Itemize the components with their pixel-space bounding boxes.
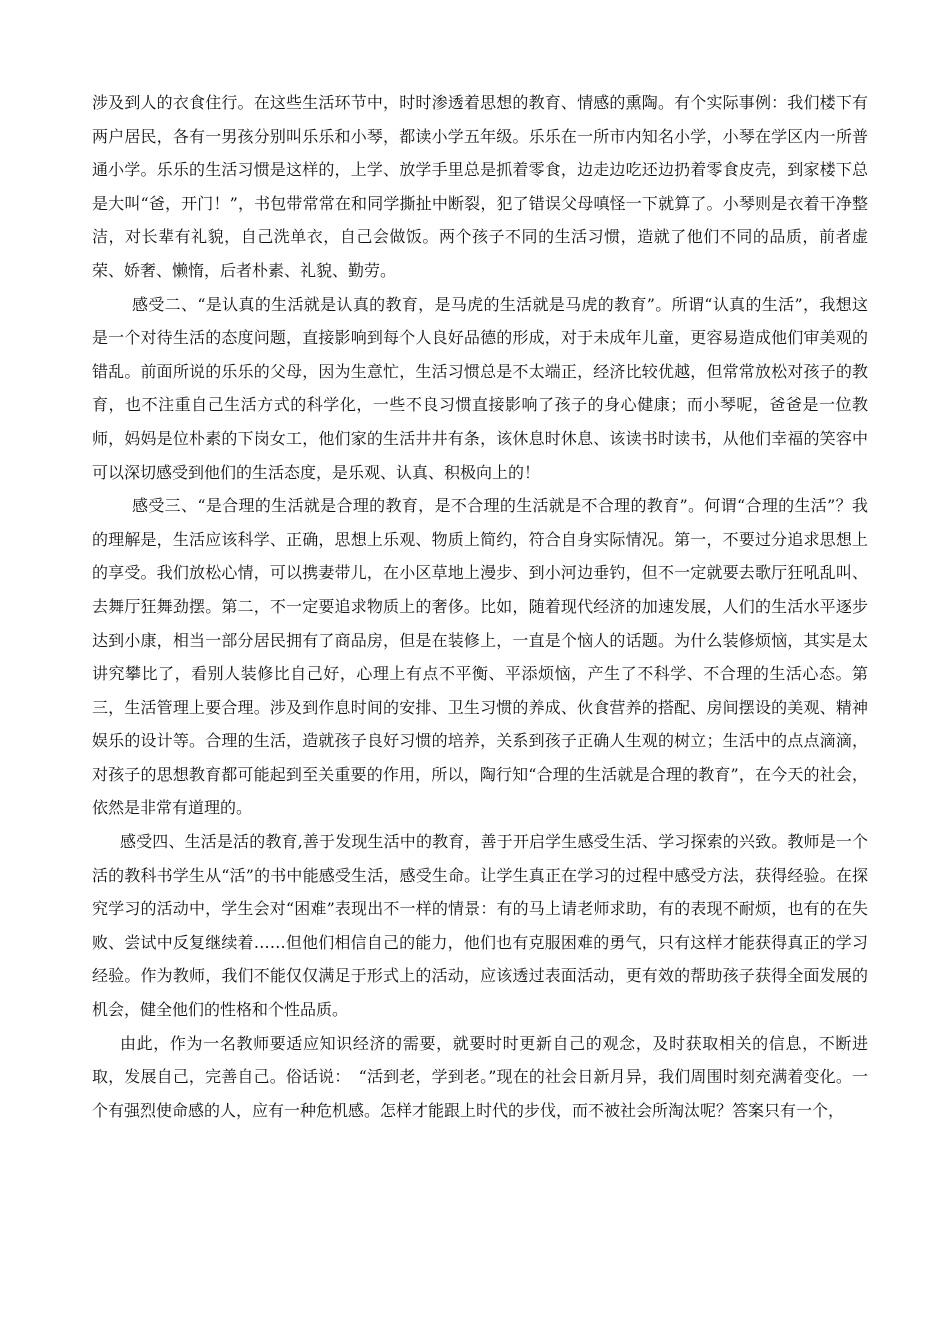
- paragraph-4: 感受四、生活是活的教育,善于发现生活中的教育，善于开启学生感受生活、学习探索的兴致。教师是一个活的教科书学生从“活”的书中能感受生活，感受生命。让学生真正在学习的过程中感受方法，获得经验。在探究学习的活动中，学生会对“困难”表现出不一样的情景：有的马上请老师求助，有的表现不耐烦，也有的在失败、尝试中反复继续着……但他们相信自己的能力，他们也有克服困难的勇气，只有这样才能获得真正的学习经验。作为教师，我们不能仅仅满足于形式上的活动，应该透过表面活动，更有效的帮助孩子获得全面发展的机会，健全他们的性格和个性品质。: [92, 832, 868, 1020]
- paragraph-5: 由此，作为一名教师要适应知识经济的需要，就要时时更新自己的观念，及时获取相关的信息，不断进取，发展自己，完善自己。俗话说： “活到老，学到老。”现在的社会日新月异，我们周围时刻充满着变化。一个有强烈使命感的人，应有一种危机感。怎样才能跟上时代的步伐，而不被社会所淘汰呢？答案只有一个，: [92, 1033, 868, 1120]
- paragraph-2: 感受二、“是认真的生活就是认真的教育，是马虎的生活就是马虎的教育”。所谓“认真的生活”，我想这是一个对待生活的态度问题，直接影响到每个人良好品德的形成，对于未成年儿童，更容易造成他们审美观的错乱。前面所说的乐乐的父母，因为生意忙，生活习惯总是不太端正，经济比较优越，但常常放松对孩子的教育，也不注重自己生活方式的科学化，一些不良习惯直接影响了孩子的身心健康；而小琴呢，爸爸是一位教师，妈妈是位朴素的下岗女工，他们家的生活井井有条，该休息时休息、该读书时读书，从他们幸福的笑容中可以深切感受到他们的生活态度，是乐观、认真、积极向上的！: [92, 294, 868, 482]
- paragraph-1: 涉及到人的衣食住行。在这些生活环节中，时时渗透着思想的教育、情感的熏陶。有个实际事例：我们楼下有两户居民，各有一男孩分别叫乐乐和小琴，都读小学五年级。乐乐在一所市内知名小学，小琴在学区内一所普通小学。乐乐的生活习惯是这样的，上学、放学手里总是抓着零食，边走边吃还边扔着零食皮壳，到家楼下总是大叫“爸，开门！”，书包带常常在和同学撕扯中断裂，犯了错误父母嗔怪一下就算了。小琴则是衣着干净整洁，对长辈有礼貌，自己洗单衣，自己会做饭。两个孩子不同的生活习惯，造就了他们不同的品质，前者虚荣、娇奢、懒惰，后者朴素、礼貌、勤劳。: [92, 93, 868, 280]
- paragraph-3: 感受三、“是合理的生活就是合理的教育，是不合理的生活就是不合理的教育”。何谓“合理的生活”？我的理解是，生活应该科学、正确，思想上乐观、物质上简约，符合自身实际情况。第一，不要过分追求思想上的享受。我们放松心情，可以携妻带儿，在小区草地上漫步、到小河边垂钓，但不一定就要去歌厅狂吼乱叫、去舞厅狂舞劲摆。第二，不一定要追求物质上的奢侈。比如，随着现代经济的加速发展，人们的生活水平逐步达到小康，相当一部分居民拥有了商品房，但是在装修上，一直是个恼人的话题。为什么装修烦恼，其实是太讲究攀比了，看别人装修比自己好，心理上有点不平衡、平添烦恼，产生了不科学、不合理的生活心态。第三，生活管理上要合理。涉及到作息时间的安排、卫生习惯的养成、伙食营养的搭配、房间摆设的美观、精神娱乐的设计等。合理的生活，造就孩子良好习惯的培养，关系到孩子正确人生观的树立；生活中的点点滴滴，对孩子的思想教育都可能起到至关重要的作用，所以，陶行知“合理的生活就是合理的教育”，在今天的社会，依然是非常有道理的。: [92, 496, 868, 818]
- document-page: [92, 86, 868, 1127]
